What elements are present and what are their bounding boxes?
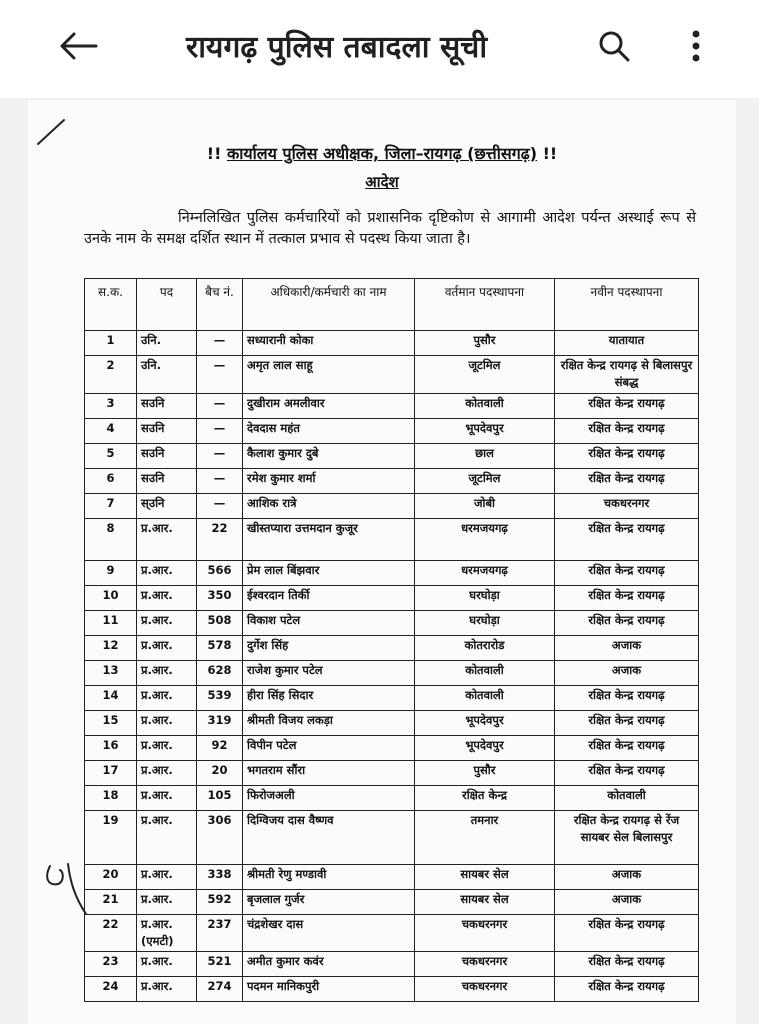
cell-new: रक्षित केन्द्र रायगढ़ bbox=[555, 444, 699, 469]
table-row bbox=[85, 711, 699, 736]
cell-name: दुखीराम अमलीवार bbox=[243, 394, 415, 419]
col-header-batch: बैच नं. bbox=[197, 279, 243, 331]
search-button[interactable] bbox=[592, 28, 636, 68]
cell-sn: 7 bbox=[85, 494, 137, 519]
cell-current: रक्षित केन्द्र bbox=[415, 786, 555, 811]
cell-new: रक्षित केन्द्र रायगढ़ bbox=[555, 736, 699, 761]
cell-name: विकाश पटेल bbox=[243, 611, 415, 636]
cell-name: भगतराम सौंरा bbox=[243, 761, 415, 786]
table-row bbox=[85, 761, 699, 786]
app-bar bbox=[0, 0, 759, 98]
cell-current: जूटमिल bbox=[415, 469, 555, 494]
cell-name: दुर्गेश सिंह bbox=[243, 636, 415, 661]
cell-current: भूपदेवपुर bbox=[415, 711, 555, 736]
cell-new: रक्षित केन्द्र रायगढ़ से रेंज सायबर सेल बिलासपुर bbox=[555, 811, 699, 865]
cell-sn: 16 bbox=[85, 736, 137, 761]
cell-pad: सउनि bbox=[137, 444, 197, 469]
cell-name: ईश्वरदान तिर्की bbox=[243, 586, 415, 611]
table-row bbox=[85, 865, 699, 890]
search-icon bbox=[598, 30, 630, 66]
cell-sn: 20 bbox=[85, 865, 137, 890]
cell-batch: 578 bbox=[197, 636, 243, 661]
cell-current: भूपदेवपुर bbox=[415, 736, 555, 761]
cell-current: कोतवाली bbox=[415, 661, 555, 686]
col-header-name: अधिकारी/कर्मचारी का नाम bbox=[243, 279, 415, 331]
table-row bbox=[85, 469, 699, 494]
cell-name: सध्यारानी कोका bbox=[243, 331, 415, 356]
cell-pad: प्र.आर. bbox=[137, 711, 197, 736]
col-header-new: नवीन पदस्थापना bbox=[555, 279, 699, 331]
cell-name: आशिक रात्रे bbox=[243, 494, 415, 519]
cell-current: जूटमिल bbox=[415, 356, 555, 394]
cell-batch: — bbox=[197, 356, 243, 394]
cell-current: घरघोड़ा bbox=[415, 611, 555, 636]
cell-sn: 5 bbox=[85, 444, 137, 469]
table-row bbox=[85, 394, 699, 419]
cell-sn: 10 bbox=[85, 586, 137, 611]
cell-sn: 11 bbox=[85, 611, 137, 636]
cell-sn: 19 bbox=[85, 811, 137, 865]
cell-sn: 23 bbox=[85, 952, 137, 977]
cell-pad: प्र.आर. bbox=[137, 586, 197, 611]
transfer-table bbox=[84, 278, 699, 1002]
table-row bbox=[85, 811, 699, 865]
cell-batch: 319 bbox=[197, 711, 243, 736]
cell-batch: 92 bbox=[197, 736, 243, 761]
heading-main: कार्यालय पुलिस अधीक्षक, जिला–रायगढ़ (छत्तीसगढ़) bbox=[226, 144, 538, 163]
cell-new: रक्षित केन्द्र रायगढ़ bbox=[555, 519, 699, 561]
cell-new: रक्षित केन्द्र रायगढ़ bbox=[555, 952, 699, 977]
cell-pad: सउनि bbox=[137, 469, 197, 494]
cell-batch: — bbox=[197, 331, 243, 356]
cell-new: रक्षित केन्द्र रायगढ़ bbox=[555, 915, 699, 952]
cell-batch: 592 bbox=[197, 890, 243, 915]
table-row bbox=[85, 444, 699, 469]
cell-batch: 105 bbox=[197, 786, 243, 811]
cell-current: घरघोड़ा bbox=[415, 586, 555, 611]
cell-pad: प्र.आर. bbox=[137, 811, 197, 865]
cell-current: सायबर सेल bbox=[415, 865, 555, 890]
table-row bbox=[85, 977, 699, 1002]
cell-name: हीरा सिंह सिदार bbox=[243, 686, 415, 711]
cell-name: श्रीमती विजय लकड़ा bbox=[243, 711, 415, 736]
cell-batch: 237 bbox=[197, 915, 243, 952]
cell-batch: 539 bbox=[197, 686, 243, 711]
cell-sn: 4 bbox=[85, 419, 137, 444]
cell-batch: — bbox=[197, 444, 243, 469]
cell-new: रक्षित केन्द्र रायगढ़ bbox=[555, 977, 699, 1002]
cell-current: भूपदेवपुर bbox=[415, 419, 555, 444]
cell-sn: 12 bbox=[85, 636, 137, 661]
cell-new: रक्षित केन्द्र रायगढ़ bbox=[555, 761, 699, 786]
cell-name: कैलाश कुमार दुबे bbox=[243, 444, 415, 469]
cell-current: चकधरनगर bbox=[415, 915, 555, 952]
cell-new: रक्षित केन्द्र रायगढ़ bbox=[555, 394, 699, 419]
col-header-sn: स.क. bbox=[85, 279, 137, 331]
cell-name: प्रेम लाल बिंझवार bbox=[243, 561, 415, 586]
cell-sn: 18 bbox=[85, 786, 137, 811]
cell-new: रक्षित केन्द्र रायगढ़ bbox=[555, 469, 699, 494]
cell-current: कोतरारोड bbox=[415, 636, 555, 661]
cell-sn: 9 bbox=[85, 561, 137, 586]
cell-sn: 24 bbox=[85, 977, 137, 1002]
cell-sn: 2 bbox=[85, 356, 137, 394]
heading-prefix: !! bbox=[206, 144, 222, 163]
table-row bbox=[85, 661, 699, 686]
order-paragraph: निम्नलिखित पुलिस कर्मचारियों को प्रशासनिक दृष्टिकोण से आगामी आदेश पर्यन्त अस्थाई रूप से उनके नाम के समक्ष दर्शित स्थान में तत्काल प्रभाव से पदस्थ किया जाता है। bbox=[84, 210, 696, 247]
cell-pad: प्र.आर. bbox=[137, 661, 197, 686]
cell-new: यातायात bbox=[555, 331, 699, 356]
cell-new: अजाक bbox=[555, 636, 699, 661]
cell-sn: 15 bbox=[85, 711, 137, 736]
table-row bbox=[85, 636, 699, 661]
cell-pad: प्र.आर. bbox=[137, 890, 197, 915]
table-header-row bbox=[85, 279, 699, 331]
table-row bbox=[85, 519, 699, 561]
cell-pad: प्र.आर. (एमटी) bbox=[137, 915, 197, 952]
cell-pad: प्र.आर. bbox=[137, 865, 197, 890]
table-row bbox=[85, 786, 699, 811]
col-header-current: वर्तमान पदस्थापना bbox=[415, 279, 555, 331]
cell-sn: 13 bbox=[85, 661, 137, 686]
cell-batch: 508 bbox=[197, 611, 243, 636]
cell-batch: — bbox=[197, 394, 243, 419]
cell-name: पदमन मानिकपुरी bbox=[243, 977, 415, 1002]
cell-current: जोबी bbox=[415, 494, 555, 519]
cell-name: फिरोजअली bbox=[243, 786, 415, 811]
cell-sn: 22 bbox=[85, 915, 137, 952]
cell-pad: प्र.आर. bbox=[137, 519, 197, 561]
cell-name: देवदास महंत bbox=[243, 419, 415, 444]
cell-name: रमेश कुमार शर्मा bbox=[243, 469, 415, 494]
cell-new: रक्षित केन्द्र रायगढ़ bbox=[555, 611, 699, 636]
cell-pad: प्र.आर. bbox=[137, 736, 197, 761]
cell-batch: — bbox=[197, 469, 243, 494]
cell-batch: 628 bbox=[197, 661, 243, 686]
cell-sn: 8 bbox=[85, 519, 137, 561]
table-row bbox=[85, 736, 699, 761]
cell-name: अमीत कुमार कवंर bbox=[243, 952, 415, 977]
cell-name: अमृत लाल साहू bbox=[243, 356, 415, 394]
cell-pad: सउनि bbox=[137, 394, 197, 419]
cell-current: कोतवाली bbox=[415, 394, 555, 419]
table-row bbox=[85, 890, 699, 915]
cell-sn: 21 bbox=[85, 890, 137, 915]
cell-batch: — bbox=[197, 494, 243, 519]
cell-current: पुसौर bbox=[415, 761, 555, 786]
cell-batch: 566 bbox=[197, 561, 243, 586]
table-row bbox=[85, 356, 699, 394]
cell-pad: प्र.आर. bbox=[137, 761, 197, 786]
back-arrow-icon bbox=[58, 32, 98, 64]
cell-new: रक्षित केन्द्र रायगढ़ bbox=[555, 586, 699, 611]
table-row bbox=[85, 686, 699, 711]
cell-new: अजाक bbox=[555, 661, 699, 686]
cell-current: पुसौर bbox=[415, 331, 555, 356]
cell-pad: प्र.आर. bbox=[137, 786, 197, 811]
cell-batch: 20 bbox=[197, 761, 243, 786]
table-row bbox=[85, 419, 699, 444]
table-row bbox=[85, 561, 699, 586]
cell-batch: 521 bbox=[197, 952, 243, 977]
cell-batch: 350 bbox=[197, 586, 243, 611]
cell-new: कोतवाली bbox=[555, 786, 699, 811]
cell-pad: प्र.आर. bbox=[137, 686, 197, 711]
cell-current: कोतवाली bbox=[415, 686, 555, 711]
more-vert-icon bbox=[691, 29, 701, 67]
document-page bbox=[28, 100, 736, 1024]
back-button[interactable] bbox=[52, 24, 104, 72]
cell-pad: सउनि bbox=[137, 419, 197, 444]
office-heading bbox=[28, 142, 736, 164]
cell-batch: 306 bbox=[197, 811, 243, 865]
table-row bbox=[85, 915, 699, 952]
cell-new: रक्षित केन्द्र रायगढ़ bbox=[555, 561, 699, 586]
cell-current: चकधरनगर bbox=[415, 952, 555, 977]
cell-new: चकधरनगर bbox=[555, 494, 699, 519]
cell-new: अजाक bbox=[555, 865, 699, 890]
cell-name: श्रीमती रेणु मण्डावी bbox=[243, 865, 415, 890]
cell-pad: प्र.आर. bbox=[137, 636, 197, 661]
cell-name: खीस्तप्यारा उत्तमदान कुजूर bbox=[243, 519, 415, 561]
cell-sn: 17 bbox=[85, 761, 137, 786]
cell-sn: 14 bbox=[85, 686, 137, 711]
cell-name: राजेश कुमार पटेल bbox=[243, 661, 415, 686]
cell-current: चकधरनगर bbox=[415, 977, 555, 1002]
cell-current: धरमजयगढ़ bbox=[415, 561, 555, 586]
cell-name: चंद्रशेखर दास bbox=[243, 915, 415, 952]
table-row bbox=[85, 611, 699, 636]
cell-new: रक्षित केन्द्र रायगढ़ bbox=[555, 419, 699, 444]
table-row bbox=[85, 952, 699, 977]
cell-pad: प्र.आर. bbox=[137, 611, 197, 636]
cell-pad: उनि. bbox=[137, 331, 197, 356]
cell-pad: स्उनि bbox=[137, 494, 197, 519]
cell-batch: 274 bbox=[197, 977, 243, 1002]
cell-sn: 1 bbox=[85, 331, 137, 356]
cell-pad: प्र.आर. bbox=[137, 952, 197, 977]
cell-new: अजाक bbox=[555, 890, 699, 915]
col-header-pad: पद bbox=[137, 279, 197, 331]
cell-pad: उनि. bbox=[137, 356, 197, 394]
cell-name: बृजलाल गुर्जर bbox=[243, 890, 415, 915]
cell-new: रक्षित केन्द्र रायगढ़ bbox=[555, 686, 699, 711]
cell-name: दिग्विजय दास वैष्णव bbox=[243, 811, 415, 865]
cell-new: रक्षित केन्द्र रायगढ़ bbox=[555, 711, 699, 736]
cell-current: धरमजयगढ़ bbox=[415, 519, 555, 561]
cell-batch: 338 bbox=[197, 865, 243, 890]
cell-current: छाल bbox=[415, 444, 555, 469]
cell-name: विपीन पटेल bbox=[243, 736, 415, 761]
more-options-button[interactable] bbox=[678, 26, 714, 70]
cell-sn: 3 bbox=[85, 394, 137, 419]
page-title: रायगढ़ पुलिस तबादला सूची bbox=[186, 30, 488, 65]
cell-sn: 6 bbox=[85, 469, 137, 494]
table-row bbox=[85, 331, 699, 356]
document-viewer[interactable] bbox=[0, 98, 759, 1024]
table-row bbox=[85, 494, 699, 519]
cell-new: रक्षित केन्द्र रायगढ़ से बिलासपुर संबद्ध bbox=[555, 356, 699, 394]
heading-suffix: !! bbox=[542, 144, 558, 163]
cell-current: तमनार bbox=[415, 811, 555, 865]
cell-pad: प्र.आर. bbox=[137, 561, 197, 586]
cell-batch: — bbox=[197, 419, 243, 444]
cell-pad: प्र.आर. bbox=[137, 977, 197, 1002]
order-title: आदेश bbox=[365, 173, 399, 191]
cell-current: सायबर सेल bbox=[415, 890, 555, 915]
cell-batch: 22 bbox=[197, 519, 243, 561]
table-row bbox=[85, 586, 699, 611]
